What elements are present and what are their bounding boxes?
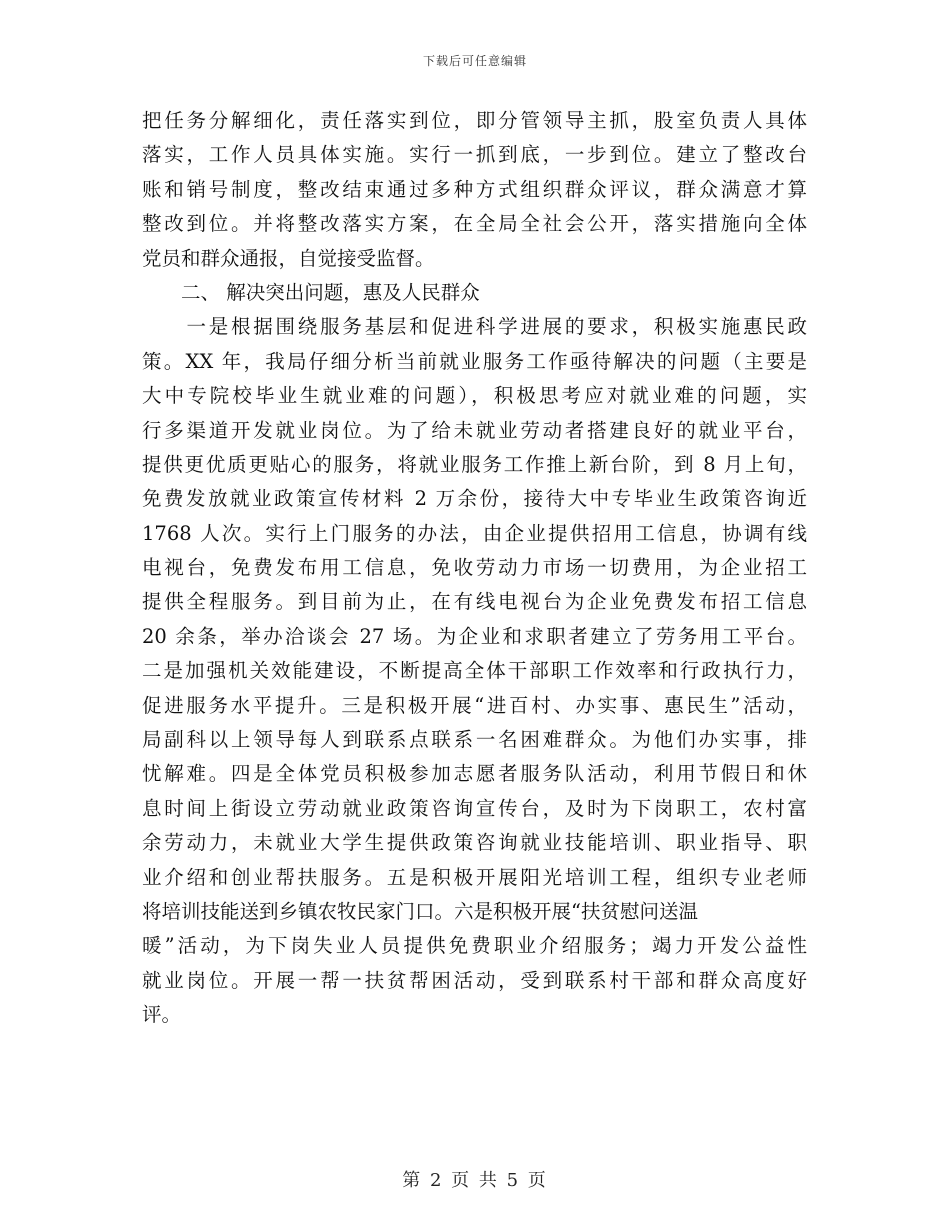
paragraph-line: 党员和群众通报，自觉接受监督。 (142, 246, 435, 270)
paragraph-line: 把任务分解细化，责任落实到位，即分管领导主抓，股室负责人具体 (142, 109, 807, 132)
paragraph-line: 息时间上街设立劳动就业政策咨询宣传台，及时为下岗职工，农村富 (142, 796, 807, 820)
paragraph-line: 将培训技能送到乡镇农牧民家门口。六是积极开展“扶贫慰问送温 (142, 899, 698, 923)
page-footer: 第 2 页 共 5 页 (402, 1170, 548, 1191)
paragraph-line: 局副科以上领导每人到联系点联系一名困难群众。为他们办实事，排 (142, 728, 807, 752)
paragraph-line: 二是加强机关效能建设，不断提高全体干部职工作效率和行政执行力， (142, 659, 807, 683)
paragraph-line: 业介绍和创业帮扶服务。五是积极开展阳光培训工程，组织专业老师 (142, 865, 807, 889)
section-heading: 二、 解决突出问题，惠及人民群众 (142, 280, 480, 304)
paragraph-line: 评。 (142, 1003, 182, 1027)
paragraph-line: 余劳动力，未就业大学生提供政策咨询就业技能培训、职业指导、职 (142, 831, 807, 855)
paragraph-line: 策。XX 年，我局仔细分析当前就业服务工作亟待解决的问题（主要是 (142, 349, 807, 373)
paragraph-line: 账和销号制度，整改结束通过多种方式组织群众评议，群众满意才算 (142, 177, 807, 201)
header-note: 下载后可任意编辑 (422, 54, 527, 68)
paragraph-line: 大中专院校毕业生就业难的问题），积极思考应对就业难的问题，实 (142, 384, 807, 408)
paragraph-line: 促进服务水平提升。三是积极开展“进百村、办实事、惠民生”活动， (142, 693, 807, 717)
paragraph-line: 1768 人次。实行上门服务的办法，由企业提供招用工信息，协调有线 (142, 521, 807, 545)
paragraph-line: 免费发放就业政策宣传材料 2 万余份，接待大中专毕业生政策咨询近 (142, 487, 807, 511)
paragraph-line: 20 余条，举办洽谈会 27 场。为企业和求职者建立了劳务用工平台。 (142, 624, 807, 648)
paragraph-line: 行多渠道开发就业岗位。为了给未就业劳动者搭建良好的就业平台， (142, 418, 807, 442)
paragraph-line: 落实，工作人员具体实施。实行一抓到底，一步到位。建立了整改台 (142, 143, 807, 167)
paragraph-line: 忧解难。四是全体党员积极参加志愿者服务队活动，利用节假日和休 (142, 762, 807, 786)
paragraph-line: 提供更优质更贴心的服务，将就业服务工作推上新台阶，到 8 月上旬， (142, 452, 807, 476)
paragraph-line: 暖”活动，为下岗失业人员提供免费职业介绍服务；竭力开发公益性 (142, 934, 807, 958)
paragraph-line: 电视台，免费发布用工信息，免收劳动力市场一切费用，为企业招工 (142, 556, 807, 580)
document-body (142, 104, 807, 1033)
paragraph-line: 一是根据围绕服务基层和促进科学进展的要求，积极实施惠民政 (142, 315, 807, 339)
paragraph-line: 就业岗位。开展一帮一扶贫帮困活动，受到联系村干部和群众高度好 (142, 968, 807, 992)
paragraph-line: 提供全程服务。到目前为止，在有线电视台为企业免费发布招工信息 (142, 590, 807, 614)
paragraph-line: 整改到位。并将整改落实方案，在全局全社会公开，落实措施向全体 (142, 212, 807, 236)
